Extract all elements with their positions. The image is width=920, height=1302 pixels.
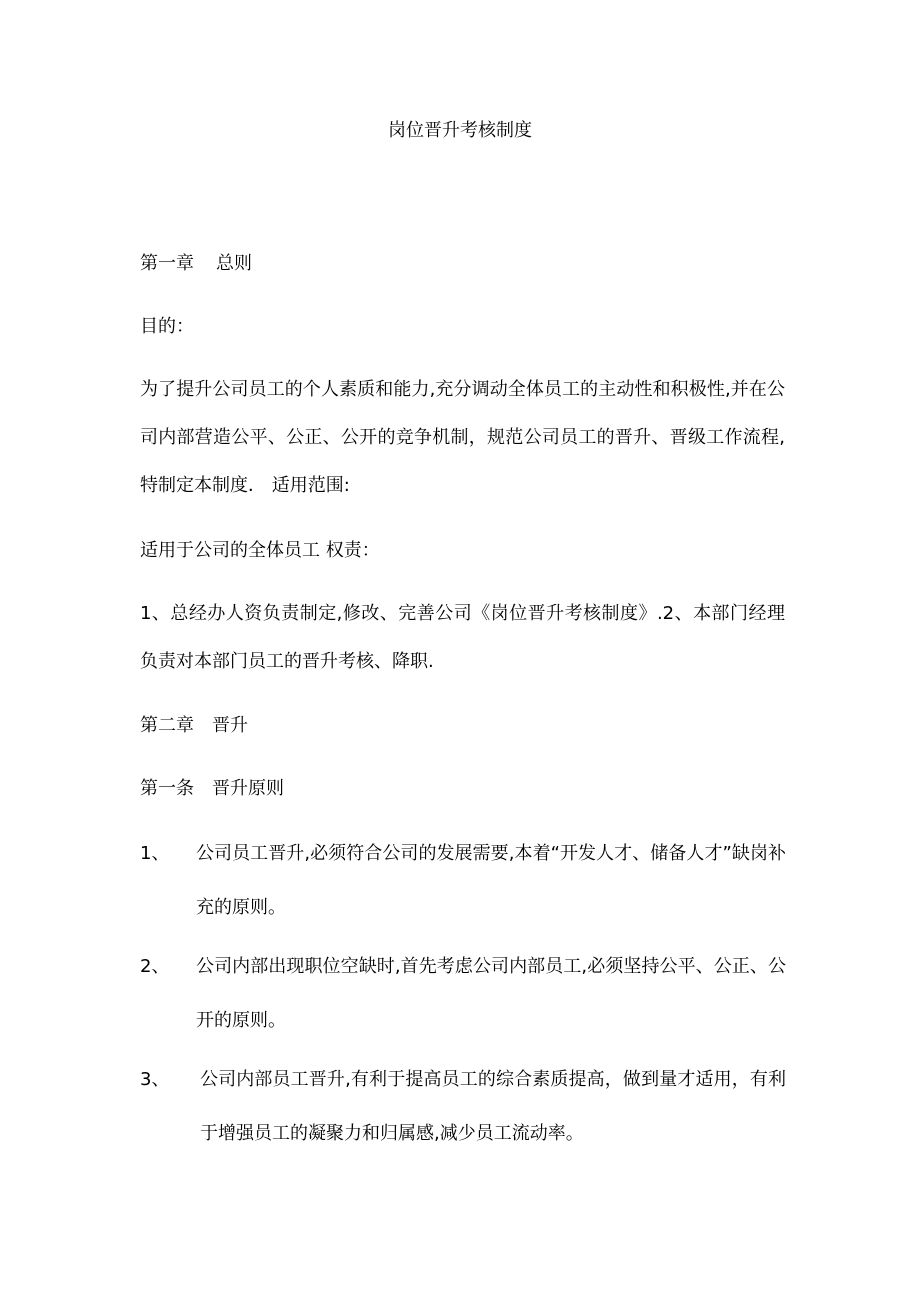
chapter-2-number: 第二章: [140, 715, 194, 736]
principle-2-number: 2、: [140, 956, 170, 977]
principle-1-number: 1、: [140, 843, 170, 864]
article-1-number: 第一条: [140, 778, 194, 799]
article-1-heading: [140, 777, 785, 801]
principle-2-text: 公司内部出现职位空缺时,首先考虑公司内部员工,必须坚持公平、公正、公开的原则。: [196, 956, 786, 1031]
chapter-1-heading: [140, 252, 785, 276]
principle-1-text: 公司员工晋升,必须符合公司的发展需要,本着“开发人才、储备人才”缺岗补充的原则。: [196, 843, 786, 918]
chapter-1-name: 总则: [216, 253, 252, 274]
document-title: 岗位晋升考核制度: [388, 120, 532, 141]
principle-3-number: 3、: [140, 1069, 170, 1090]
chapter-2-heading: [140, 714, 785, 738]
article-1-name: 晋升原则: [212, 778, 284, 799]
chapter-1-number: 第一章: [140, 253, 194, 274]
purpose-paragraph: 为了提升公司员工的个人素质和能力,充分调动全体员工的主动性和积极性,并在公司内部营造公平、公正、公开的竞争机制，规范公司员工的晋升、晋级工作流程,特制定本制度． 适用范围:: [140, 379, 785, 496]
duties-paragraph: 1、总经办人资负责制定,修改、完善公司《岗位晋升考核制度》.2、本部门经理负责对本部门员工的晋升考核、降职.: [140, 603, 785, 672]
purpose-label: 目的：: [140, 316, 194, 337]
principle-3-text: 公司内部员工晋升,有利于提高员工的综合素质提高，做到量才适用，有利于增强员工的凝聚力和归属感,减少员工流动率。: [200, 1069, 786, 1144]
scope-paragraph: 适用于公司的全体员工 权责：: [140, 540, 380, 561]
chapter-2-name: 晋升: [212, 715, 248, 736]
